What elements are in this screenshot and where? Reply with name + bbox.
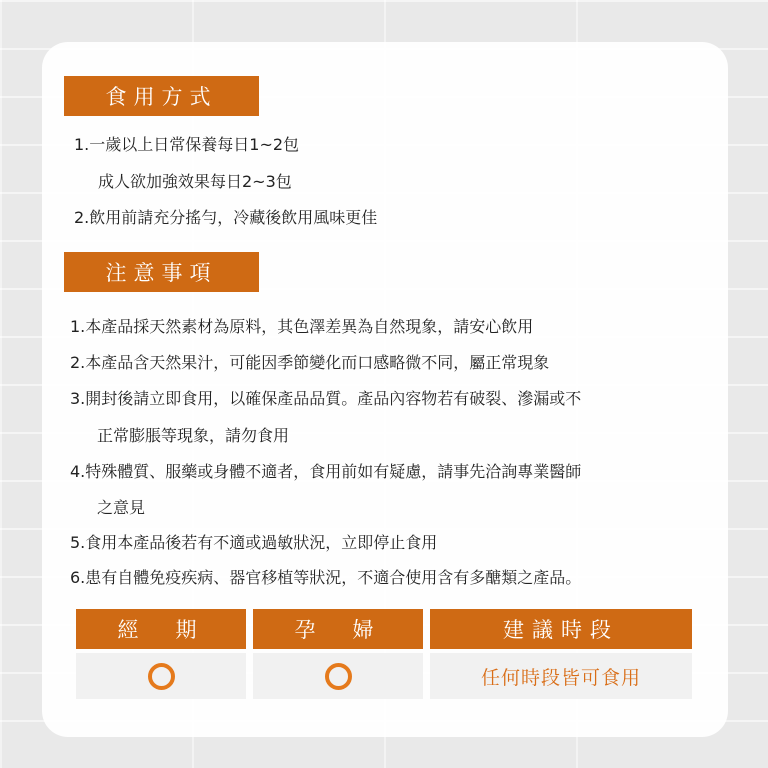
note-line-5: 5.食用本產品後若有不適或過敏狀況，立即停止食用 (70, 533, 438, 552)
note-line-3: 3.開封後請立即食用，以確保產品品質。產品內容物若有破裂、滲漏或不 (70, 389, 582, 408)
table-cell-pregnancy (253, 653, 423, 699)
usage-line-2: 成人欲加強效果每日2~3包 (98, 172, 292, 191)
usage-heading: 食用方式 (64, 76, 259, 116)
timing-text: 任何時段皆可食用 (480, 666, 641, 689)
note-line-4-cont: 之意見 (97, 498, 146, 517)
table-cell-timing (430, 653, 692, 699)
circle-icon (148, 663, 175, 690)
table-header-timing: 建議時段 (430, 609, 692, 649)
note-line-2: 2.本產品含天然果汁，可能因季節變化而口感略微不同，屬正常現象 (70, 353, 550, 372)
usage-line-1: 1.一歲以上日常保養每日1~2包 (74, 135, 300, 154)
table-header-pregnancy: 孕 婦 (253, 609, 423, 649)
table-cell-menstruation (76, 653, 246, 699)
usage-line-3: 2.飲用前請充分搖勻，冷藏後飲用風味更佳 (74, 208, 378, 227)
note-line-6: 6.患有自體免疫疾病、器官移植等狀況，不適合使用含有多醣類之產品。 (70, 568, 582, 587)
note-line-3-cont: 正常膨脹等現象，請勿食用 (97, 426, 290, 445)
note-line-4: 4.特殊體質、服藥或身體不適者，食用前如有疑慮，請事先洽詢專業醫師 (70, 462, 582, 481)
circle-icon (325, 663, 352, 690)
table-header-menstruation: 經 期 (76, 609, 246, 649)
note-line-1: 1.本產品採天然素材為原料，其色澤差異為自然現象，請安心飲用 (70, 317, 534, 336)
notes-heading: 注意事項 (64, 252, 259, 292)
